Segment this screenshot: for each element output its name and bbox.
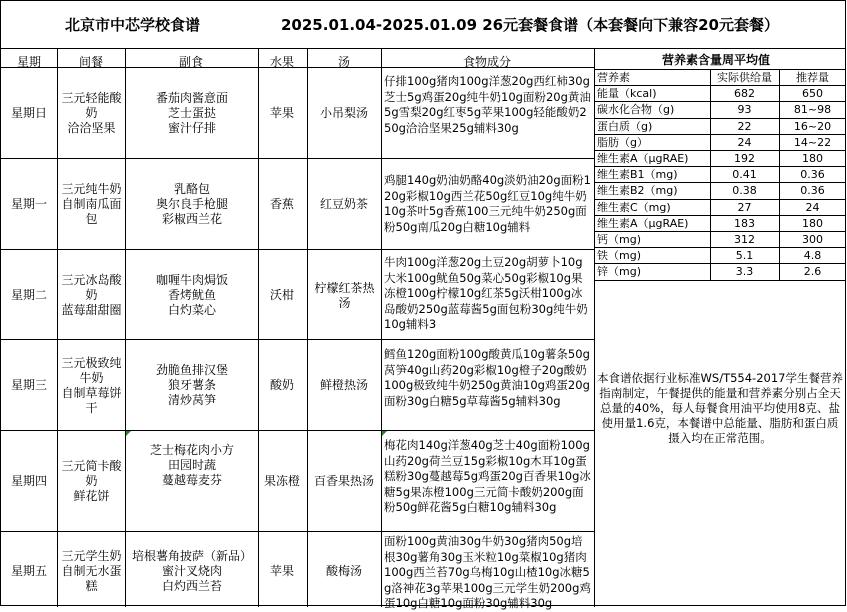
snack-line: 奶 xyxy=(85,474,98,488)
snack-line: 牛奶 xyxy=(79,371,104,385)
nutrient-recommended: 0.36 xyxy=(800,168,825,181)
school-title: 北京市中芯学校食谱 xyxy=(65,16,201,34)
snack-line: 奶 xyxy=(85,288,98,302)
snack-cell xyxy=(58,549,125,594)
nutrient-name: 脂肪（g） xyxy=(597,136,648,149)
day-label: 星期一 xyxy=(10,197,48,211)
snack-line: 三元纯牛奶 xyxy=(61,182,122,196)
nutrient-actual: 93 xyxy=(737,103,752,116)
nutrition-note: 本食谱依据行业标准WS/T554-2017学生餐营养指南制定，午餐提供的能量和营养素分别占全天总量的40%，每人每餐食用油平均使用8克、盐使用量1.6克，本餐谱中总能量、脂肪和蛋白质摄入均在正常范围。 xyxy=(597,371,843,445)
nutrient-actual: 0.38 xyxy=(732,184,757,197)
nutrient-name: 维生素C（mg) xyxy=(597,201,671,214)
side-dish: 白灼西兰苔 xyxy=(161,579,222,593)
ingredients-cell: 仔排100g猪肉100g洋葱20g西红柿30g芝士5g鸡蛋20g纯牛奶10g面粉20g黄油5g雪梨20g红枣5g苹果100g轻能酸奶250g洽洽坚果25g辅料30g xyxy=(384,74,591,135)
fruit-cell: 果冻橙 xyxy=(263,474,301,488)
nutrient-actual: 5.1 xyxy=(735,249,754,262)
menu-info: 2025.01.04-2025.01.09 26元套餐食谱（本套餐向下兼容20元套餐） xyxy=(281,16,779,34)
side-dish: 培根薯角披萨（新品） xyxy=(131,549,252,563)
side-dish: 蜜汁叉烧肉 xyxy=(161,564,222,578)
side-dish: 蜜汁仔排 xyxy=(167,121,216,135)
ingredients-cell: 梅花肉140g洋葱40g芝士40g面粉100g山药20g荷兰豆15g彩椒10g木耳10g蛋糕粉30g蔓越莓5g鸡蛋20g百香果10g冰糖5g果冻橙100g三元简卡酸奶200g面粉50g鲜花酱5g白糖10g辅料30g xyxy=(384,438,591,514)
nutrient-actual: 3.3 xyxy=(735,265,754,278)
snack-line: 糕 xyxy=(85,579,98,593)
col-header-ingredients: 食物成分 xyxy=(462,55,512,69)
day-label: 星期二 xyxy=(10,288,48,302)
nutrient-name: 能量（kcal) xyxy=(597,87,657,100)
nutrition-header: 营养素 xyxy=(597,71,630,84)
side-dish: 乳酪包 xyxy=(173,182,210,196)
col-header-fruit: 水果 xyxy=(269,55,295,69)
nutrient-name: 维生素B2（mg) xyxy=(597,184,678,197)
nutrient-actual: 312 xyxy=(734,233,755,246)
day-label: 星期三 xyxy=(10,378,48,392)
day-label: 星期日 xyxy=(10,106,48,120)
sides-cell xyxy=(126,549,258,594)
snack-cell xyxy=(58,182,125,227)
nutrient-name: 维生素A（μgRAE) xyxy=(597,217,689,230)
soup-cell: 红豆奶茶 xyxy=(319,197,369,211)
snack-line: 三元极致纯 xyxy=(61,356,122,370)
side-dish: 劲脆鱼排汉堡 xyxy=(155,363,228,377)
side-dish: 奥尔良手枪腿 xyxy=(155,197,228,211)
side-dish: 芝士蛋挞 xyxy=(167,106,216,120)
nutrient-recommended: 0.36 xyxy=(800,184,825,197)
soup-cell: 百香果热汤 xyxy=(313,474,375,488)
nutrient-recommended: 81~98 xyxy=(793,103,832,116)
nutrient-name: 碳水化合物（g) xyxy=(597,103,675,116)
nutrient-recommended: 16~20 xyxy=(793,120,832,133)
fruit-cell: 酸奶 xyxy=(269,378,295,392)
side-dish: 白灼菜心 xyxy=(167,303,216,317)
nutrient-recommended: 650 xyxy=(802,87,823,100)
nutrition-header: 实际供给量 xyxy=(717,71,772,84)
ingredients-cell: 鳕鱼120g面粉100g酸黄瓜10g薯条50g莴笋40g山药20g彩椒10g橙子20g酸奶100g极致纯牛奶250g黄油10g鸡蛋20g面粉30g白糖5g草莓酱5g辅料30g xyxy=(384,347,590,408)
nutrient-name: 维生素A（μgRAE) xyxy=(597,152,689,165)
col-header-snack: 间餐 xyxy=(78,55,104,69)
snack-line: 鲜花饼 xyxy=(73,489,110,503)
nutrient-actual: 183 xyxy=(734,217,755,230)
sides-cell xyxy=(126,443,258,488)
soup-cell: 酸梅汤 xyxy=(325,564,363,578)
snack-cell xyxy=(58,91,125,136)
snack-cell xyxy=(58,273,125,318)
nutrient-actual: 22 xyxy=(737,120,752,133)
col-header-day: 星期 xyxy=(16,55,42,69)
nutrient-name: 维生素B1（mg) xyxy=(597,168,678,181)
ingredients-cell: 面粉100g黄油30g牛奶30g猪肉50g培根30g薯角30g玉米粒10g菜椒10g猪肉100g西兰苔70g乌梅10g山楂10g冰糖5g洛神花3g苹果100g三元学生奶200g鸡蛋10g白糖10g面粉30g辅料30g xyxy=(384,534,591,610)
nutrient-name: 锌（mg) xyxy=(597,265,641,278)
soup-cell: 柠檬红茶热汤 xyxy=(314,281,375,310)
nutrient-actual: 682 xyxy=(734,87,755,100)
col-header-soup: 汤 xyxy=(337,55,351,69)
day-label: 星期四 xyxy=(10,474,48,488)
fruit-cell: 苹果 xyxy=(269,106,295,120)
sides-cell xyxy=(126,182,258,227)
snack-line: 三元冰岛酸 xyxy=(61,273,122,287)
snack-line: 自制无水蛋 xyxy=(61,564,122,578)
snack-line: 包 xyxy=(85,212,98,226)
fruit-cell: 香蕉 xyxy=(269,197,295,211)
nutrient-name: 铁（mg) xyxy=(597,249,641,262)
cell-comment-marker xyxy=(126,431,131,436)
cell-comment-marker xyxy=(382,431,387,436)
snack-line: 洽洽坚果 xyxy=(67,121,116,135)
nutrient-actual: 24 xyxy=(737,136,752,149)
nutrient-recommended: 14~22 xyxy=(793,136,832,149)
nutrient-name: 蛋白质（g) xyxy=(597,120,653,133)
side-dish: 狼牙薯条 xyxy=(167,378,216,392)
snack-line: 蓝莓甜甜圈 xyxy=(61,303,122,317)
snack-line: 奶 xyxy=(85,106,98,120)
ingredients-cell: 牛肉100g洋葱20g土豆20g胡萝卜10g大米100g鱿鱼50g菜心50g彩椒10g果冻橙100g柠檬10g红茶5g沃柑100g冰岛酸奶250g蓝莓酱5g面包粉30g纯牛奶10g辅料3 xyxy=(384,255,588,331)
fruit-cell: 沃柑 xyxy=(269,288,295,302)
nutrient-name: 钙（mg) xyxy=(597,233,641,246)
snack-cell xyxy=(58,356,125,416)
nutrition-title: 营养素含量周平均值 xyxy=(662,53,771,67)
nutrient-recommended: 180 xyxy=(802,152,823,165)
sides-cell xyxy=(126,363,258,408)
nutrient-recommended: 300 xyxy=(802,233,823,246)
snack-cell xyxy=(58,459,125,504)
side-dish: 田园时蔬 xyxy=(167,458,216,472)
nutrient-recommended: 24 xyxy=(805,201,820,214)
side-dish: 番茄肉酱意面 xyxy=(155,91,228,105)
side-dish: 蔓越莓麦芬 xyxy=(161,473,222,487)
soup-cell: 鲜橙热汤 xyxy=(319,378,369,392)
sides-cell xyxy=(126,91,258,136)
soup-cell: 小吊梨汤 xyxy=(319,106,369,120)
nutrient-actual: 0.41 xyxy=(732,168,757,181)
snack-line: 三元学生奶 xyxy=(61,549,122,563)
side-dish: 彩椒西兰花 xyxy=(161,212,222,226)
day-label: 星期五 xyxy=(10,564,48,578)
nutrition-header: 推荐量 xyxy=(796,71,829,84)
nutrient-recommended: 180 xyxy=(802,217,823,230)
nutrient-actual: 192 xyxy=(734,152,755,165)
snack-line: 自制草莓饼 xyxy=(61,386,122,400)
snack-line: 三元简卡酸 xyxy=(61,459,122,473)
ingredients-cell: 鸡腿140g奶油奶酪40g淡奶油20g面粉120g彩椒10g西兰花50g红豆10g纯牛奶10g茶叶5g香蕉100三元纯牛奶250g面粉50g南瓜20g白糖10g辅料 xyxy=(384,173,591,234)
snack-line: 三元轻能酸 xyxy=(61,91,122,105)
snack-line: 干 xyxy=(85,401,98,415)
side-dish: 清炒莴笋 xyxy=(167,393,216,407)
fruit-cell: 苹果 xyxy=(269,564,295,578)
side-dish: 香烤鱿鱼 xyxy=(167,288,216,302)
nutrient-recommended: 2.6 xyxy=(803,265,822,278)
nutrient-actual: 27 xyxy=(737,201,752,214)
sides-cell xyxy=(126,273,258,318)
nutrient-recommended: 4.8 xyxy=(803,249,822,262)
side-dish: 咖喱牛肉焗饭 xyxy=(155,273,228,287)
side-dish: 芝士梅花肉小方 xyxy=(149,443,234,457)
snack-line: 自制南瓜面 xyxy=(61,197,122,211)
col-header-sides: 副食 xyxy=(178,55,204,69)
